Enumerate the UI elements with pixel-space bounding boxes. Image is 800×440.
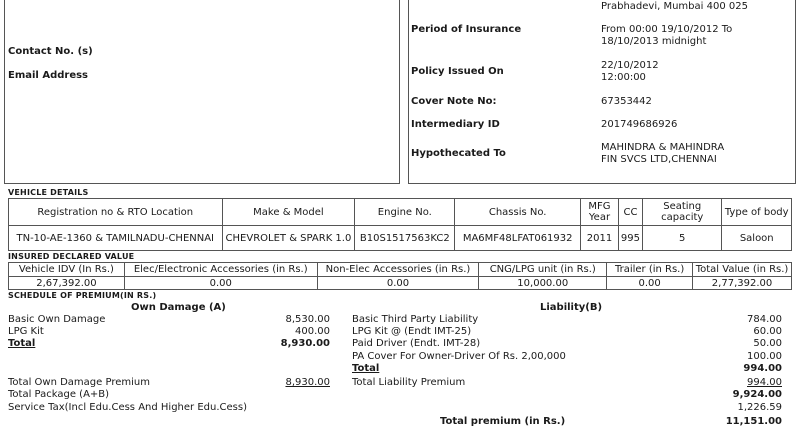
- vehicle-data-cell: Saloon: [722, 226, 792, 251]
- contact-label: Contact No. (s): [8, 46, 93, 57]
- vehicle-data-cell: B10S1517563KC2: [355, 226, 455, 251]
- vehicle-data-cell: TN-10-AE-1360 & TAMILNADU-CHENNAI: [9, 226, 223, 251]
- idv-data-cell: 0.00: [317, 277, 479, 290]
- liability-heading: Liability(B): [540, 302, 603, 313]
- vehicle-details-table: [8, 198, 792, 251]
- email-label: Email Address: [8, 70, 89, 81]
- premium-title: SCHEDULE OF PREMIUM(IN RS.): [8, 291, 157, 300]
- intermediary-value: 201749686926: [601, 119, 678, 130]
- vehicle-data-cell: 5: [643, 226, 722, 251]
- liab-item-label: Paid Driver (Endt. IMT-28): [352, 338, 481, 349]
- period-line1: From 00:00 19/10/2012 To: [601, 24, 733, 35]
- liab-item-value: 60.00: [753, 326, 782, 337]
- total-liab-value: 994.00: [747, 377, 782, 388]
- own-damage-heading: Own Damage (A): [131, 302, 226, 313]
- idv-header-cell: Total Value (in Rs.): [693, 263, 792, 277]
- vehicle-data-cell: CHEVROLET & SPARK 1.0: [222, 226, 355, 251]
- idv-data-cell: 0.00: [124, 277, 317, 290]
- issued-line1: 22/10/2012: [601, 60, 659, 71]
- issued-label: Policy Issued On: [411, 66, 504, 77]
- issued-line2: 12:00:00: [601, 72, 646, 83]
- vehicle-header-cell: CC: [618, 199, 642, 226]
- idv-data-cell: 2,77,392.00: [693, 277, 792, 290]
- hypothecated-line2: FIN SVCS LTD,CHENNAI: [601, 154, 717, 165]
- idv-header-row: [9, 263, 792, 277]
- cover-note-value: 67353442: [601, 96, 652, 107]
- total-liab-label: Total Liability Premium: [352, 377, 466, 388]
- liab-item-value: 784.00: [747, 314, 782, 325]
- hypothecated-line1: MAHINDRA & MAHINDRA: [601, 142, 725, 153]
- od-total-label: Total: [8, 338, 36, 349]
- vehicle-data-row: [9, 226, 792, 251]
- idv-header-cell: Trailer (in Rs.): [607, 263, 693, 277]
- package-label: Total Package (A+B): [8, 389, 110, 400]
- package-value: 9,924.00: [732, 389, 782, 400]
- idv-data-cell: 0.00: [607, 277, 693, 290]
- service-tax-value: 1,226.59: [737, 402, 782, 413]
- grand-total-value: 11,151.00: [725, 416, 782, 427]
- hypothecated-label: Hypothecated To: [411, 148, 506, 159]
- idv-data-cell: 10,000.00: [479, 277, 607, 290]
- vehicle-header-cell: Make & Model: [222, 199, 355, 226]
- vehicle-data-cell: 2011: [581, 226, 619, 251]
- intermediary-label: Intermediary ID: [411, 119, 500, 130]
- idv-title: INSURED DECLARED VALUE: [8, 252, 135, 261]
- liab-item-label: PA Cover For Owner-Driver Of Rs. 2,00,000: [352, 351, 566, 362]
- period-label: Period of Insurance: [411, 24, 522, 35]
- grand-total-label: Total premium (in Rs.): [440, 416, 566, 427]
- od-item-label: Basic Own Damage: [8, 314, 106, 325]
- vehicle-header-cell: Chassis No.: [455, 199, 581, 226]
- od-total-value: 8,930.00: [280, 338, 330, 349]
- vehicle-details-title: VEHICLE DETAILS: [8, 188, 89, 197]
- total-od-value: 8,930.00: [285, 377, 330, 388]
- idv-data-row: [9, 277, 792, 290]
- liab-total-label: Total: [352, 363, 380, 374]
- service-tax-label: Service Tax(Incl Edu.Cess And Higher Edu.Cess): [8, 402, 247, 413]
- vehicle-header-cell: Type of body: [722, 199, 792, 226]
- vehicle-header-row: [9, 199, 792, 226]
- od-item-label: LPG Kit: [8, 326, 44, 337]
- liab-item-label: LPG Kit @ (Endt IMT-25): [352, 326, 472, 337]
- od-item-value: 400.00: [295, 326, 330, 337]
- vehicle-header-cell: Engine No.: [355, 199, 455, 226]
- idv-header-cell: Elec/Electronic Accessories (in Rs.): [124, 263, 317, 277]
- vehicle-header-cell: Registration no & RTO Location: [9, 199, 223, 226]
- idv-data-cell: 2,67,392.00: [9, 277, 125, 290]
- vehicle-header-cell: MFG Year: [581, 199, 619, 226]
- liab-total-value: 994.00: [743, 363, 782, 374]
- od-item-value: 8,530.00: [285, 314, 330, 325]
- idv-header-cell: Vehicle IDV (In Rs.): [9, 263, 125, 277]
- liab-item-value: 50.00: [753, 338, 782, 349]
- total-od-label: Total Own Damage Premium: [8, 377, 150, 388]
- vehicle-header-cell: Seating capacity: [643, 199, 722, 226]
- idv-header-cell: Non-Elec Accessories (in Rs.): [317, 263, 479, 277]
- period-line2: 18/10/2013 midnight: [601, 36, 707, 47]
- idv-header-cell: CNG/LPG unit (in Rs.): [479, 263, 607, 277]
- vehicle-data-cell: 995: [618, 226, 642, 251]
- address-tail: Prabhadevi, Mumbai 400 025: [601, 1, 748, 12]
- vehicle-data-cell: MA6MF48LFAT061932: [455, 226, 581, 251]
- liab-item-label: Basic Third Party Liability: [352, 314, 479, 325]
- cover-note-label: Cover Note No:: [411, 96, 497, 107]
- liab-item-value: 100.00: [747, 351, 782, 362]
- proposer-panel: [4, 0, 400, 184]
- idv-table: [8, 262, 792, 290]
